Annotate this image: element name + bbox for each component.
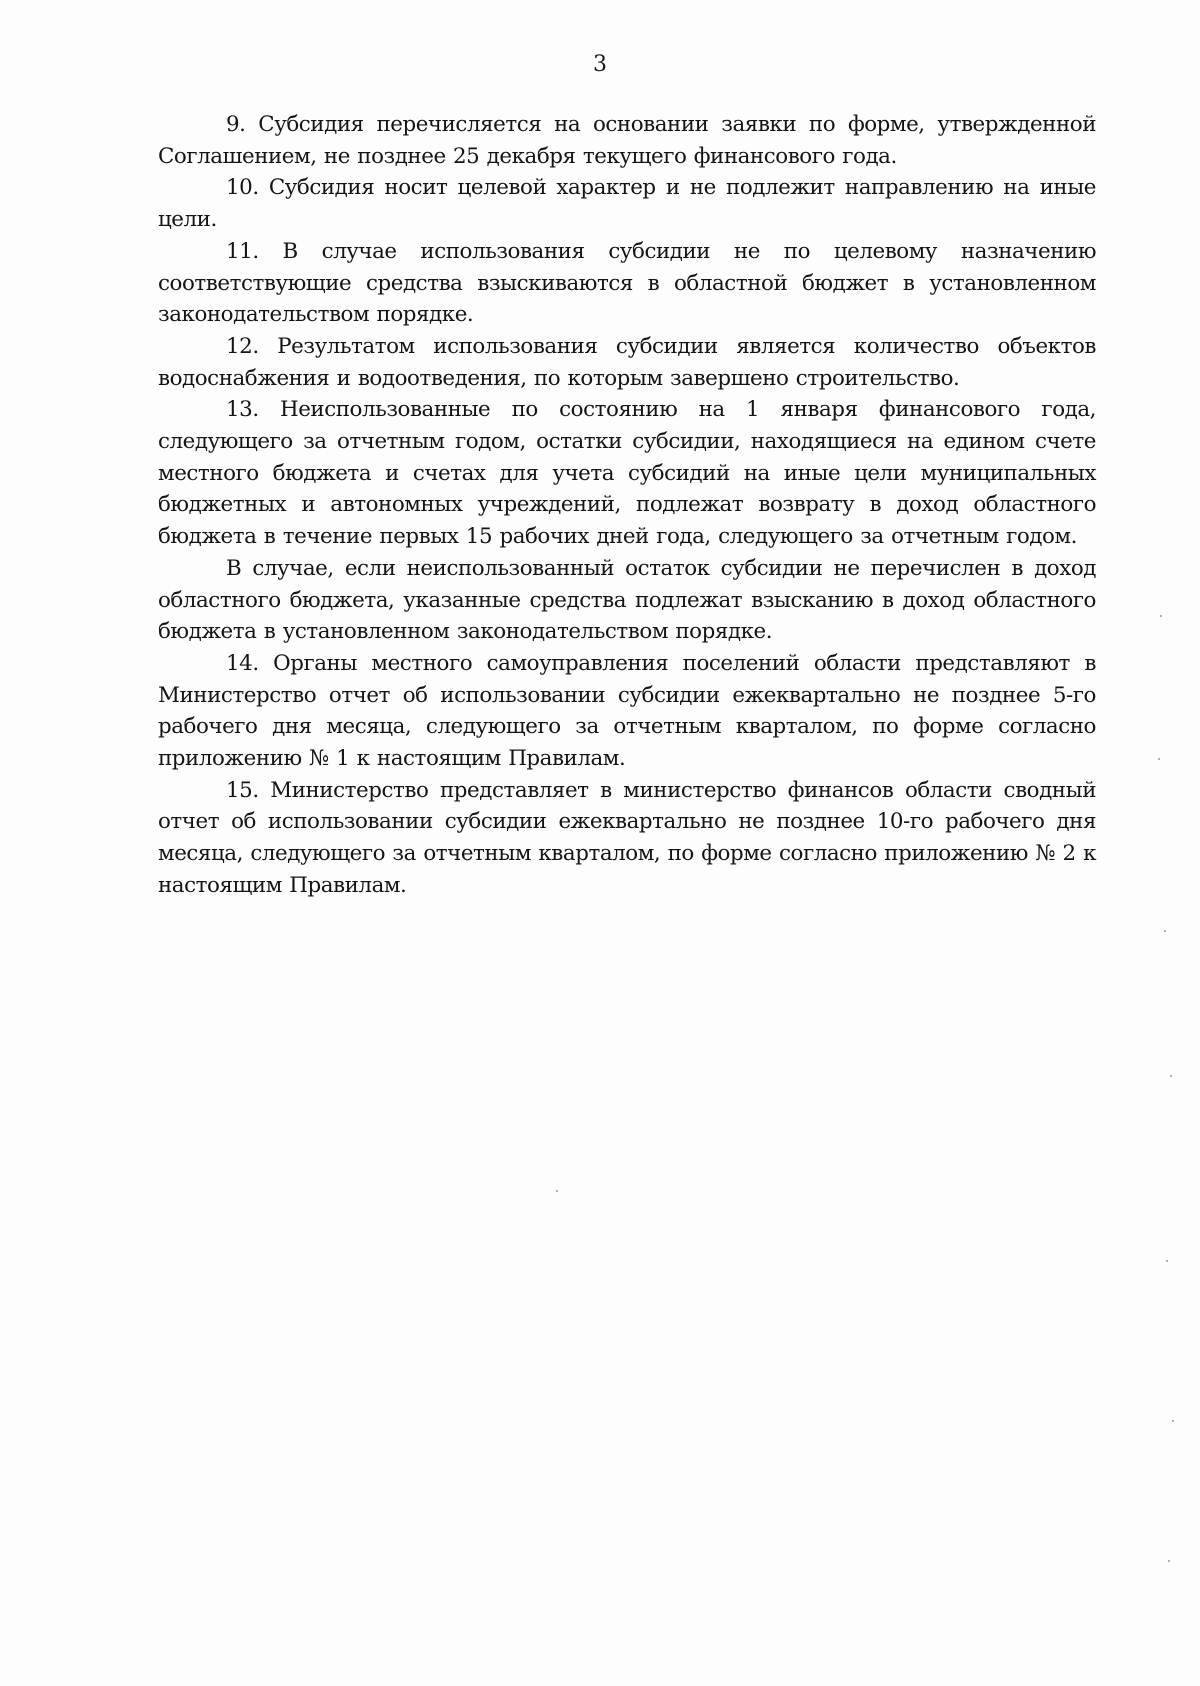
document-body bbox=[158, 109, 1096, 902]
scan-speck bbox=[1164, 930, 1166, 932]
paragraph-15: 15. Министерство представляет в министерство финансов области сводный отчет об использовании субсидии ежеквартально не позднее 10-го рабочего дня месяца, следующего за отчетным кварталом, по форме согласно приложению № 2 к настоящим Правилам. bbox=[158, 777, 1096, 898]
paragraph-12: 12. Результатом использования субсидии является количество объектов водоснабжения и водоотведения, по которым завершено строительство. bbox=[158, 333, 1096, 391]
scan-speck bbox=[1160, 615, 1162, 617]
scan-speck bbox=[1166, 1260, 1168, 1262]
page-number: 3 bbox=[593, 52, 607, 77]
paragraph-14: 14. Органы местного самоуправления поселений области представляют в Министерство отчет об использовании субсидии ежеквартально не позднее 5-го рабочего дня месяца, следующего за отчетным кварталом, по форме согласно приложению № 1 к настоящим Правилам. bbox=[158, 650, 1096, 772]
scan-speck bbox=[1168, 1560, 1170, 1562]
scan-speck bbox=[1170, 1075, 1172, 1077]
paragraph-13-continuation: В случае, если неиспользованный остаток субсидии не перечислен в доход областного бюджета, указанные средства подлежат взысканию в доход областного бюджета в установленном законодательством порядке. bbox=[158, 555, 1096, 645]
scan-speck bbox=[556, 1190, 558, 1192]
paragraph-13: 13. Неиспользованные по состоянию на 1 января финансового года, следующего за отчетным годом, остатки субсидии, находящиеся на едином счете местного бюджета и счетах для учета субсидий на иные цели муниципальных бюджетных и автономных учреждений, подлежат возврату в доход областного бюджета в течение первых 15 рабочих дней года, следующего за отчетным годом. bbox=[158, 397, 1096, 550]
paragraph-11: 11. В случае использования субсидии не по целевому назначению соответствующие средства взыскиваются в областной бюджет в установленном законодательством порядке. bbox=[158, 238, 1096, 328]
paragraph-9: 9. Субсидия перечисляется на основании заявки по форме, утвержденной Соглашением, не позднее 25 декабря текущего финансового года. bbox=[158, 112, 1096, 169]
scan-speck bbox=[1158, 758, 1160, 760]
scan-speck bbox=[1172, 1420, 1174, 1422]
paragraph-10: 10. Субсидия носит целевой характер и не подлежит направлению на иные цели. bbox=[158, 175, 1096, 233]
